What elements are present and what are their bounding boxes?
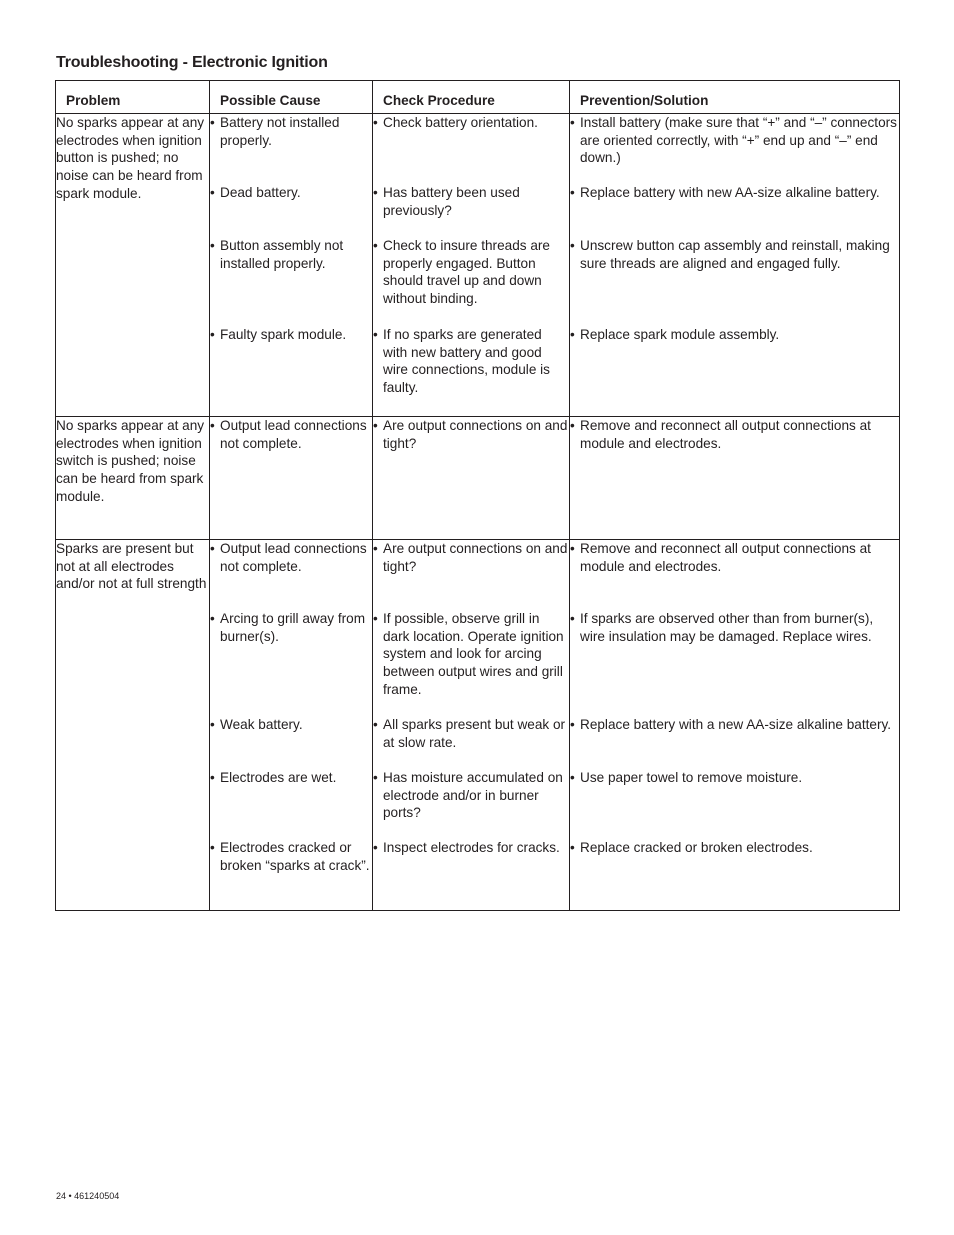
possible-cause-item <box>210 610 372 645</box>
prevention-solution-text: If sparks are observed other than from burner(s), wire insulation may be damaged. Replace wires. <box>580 611 874 644</box>
possible-cause-text: Battery not installed properly. <box>220 115 340 148</box>
bullet-icon: • <box>210 418 215 433</box>
possible-cause-item <box>210 769 372 787</box>
bullet-icon: • <box>373 611 378 626</box>
possible-cause-item <box>210 540 372 575</box>
possible-cause-cell <box>210 417 373 540</box>
problem-cell: No sparks appear at any electrodes when ignition button is pushed; no noise can be heard from spark module. <box>56 114 210 417</box>
prevention-solution-item <box>570 769 899 787</box>
table-row <box>56 114 900 417</box>
prevention-solution-item <box>570 326 899 344</box>
prevention-solution-item <box>570 114 899 167</box>
prevention-solution-item <box>570 716 899 734</box>
page-title: Troubleshooting - Electronic Ignition <box>56 54 328 71</box>
bullet-icon: • <box>210 840 215 855</box>
prevention-solution-item <box>570 540 899 575</box>
possible-cause-item <box>210 326 372 344</box>
prevention-solution-text: Install battery (make sure that “+” and “–” connectors are oriented correctly, with “+” end up and “–” end down.) <box>580 115 897 166</box>
possible-cause-text: Output lead connections not complete. <box>220 418 367 451</box>
prevention-solution-text: Unscrew button cap assembly and reinstall, making sure threads are aligned and engaged fully. <box>580 238 890 271</box>
check-procedure-item <box>373 114 569 132</box>
check-procedure-text: Check to insure threads are properly engaged. Button should travel up and down without binding. <box>383 238 550 307</box>
check-procedure-cell <box>373 540 570 911</box>
check-procedure-item <box>373 540 569 575</box>
bullet-icon: • <box>373 115 378 130</box>
bullet-icon: • <box>210 611 215 626</box>
possible-cause-text: Weak battery. <box>220 717 303 732</box>
prevention-solution-text: Use paper towel to remove moisture. <box>580 770 803 785</box>
bullet-icon: • <box>570 541 575 556</box>
check-procedure-item <box>373 610 569 699</box>
bullet-icon: • <box>570 840 575 855</box>
bullet-icon: • <box>210 770 215 785</box>
bullet-icon: • <box>373 418 378 433</box>
header-row <box>56 81 900 114</box>
possible-cause-cell <box>210 114 373 417</box>
prevention-solution-item <box>570 417 899 452</box>
bullet-icon: • <box>373 185 378 200</box>
possible-cause-text: Output lead connections not complete. <box>220 541 367 574</box>
check-procedure-text: If possible, observe grill in dark location. Operate ignition system and look for arcing between output wires and grill frame. <box>383 611 564 697</box>
bullet-icon: • <box>373 840 378 855</box>
possible-cause-text: Button assembly not installed properly. <box>220 238 344 271</box>
check-procedure-item <box>373 184 569 219</box>
bullet-icon: • <box>210 717 215 732</box>
header-check-procedure: Check Procedure <box>373 81 570 114</box>
bullet-icon: • <box>570 418 575 433</box>
prevention-solution-text: Replace spark module assembly. <box>580 327 780 342</box>
problem-cell: No sparks appear at any electrodes when ignition switch is pushed; noise can be heard from spark module. <box>56 417 210 540</box>
table-row <box>56 540 900 911</box>
check-procedure-item <box>373 417 569 452</box>
bullet-icon: • <box>570 185 575 200</box>
check-procedure-text: If no sparks are generated with new battery and good wire connections, module is faulty. <box>383 327 550 396</box>
check-procedure-text: Inspect electrodes for cracks. <box>383 840 560 855</box>
prevention-solution-text: Replace battery with a new AA-size alkaline battery. <box>580 717 892 732</box>
possible-cause-item <box>210 417 372 452</box>
troubleshooting-table <box>55 80 900 911</box>
possible-cause-text: Dead battery. <box>220 185 301 200</box>
prevention-solution-text: Replace cracked or broken electrodes. <box>580 840 813 855</box>
prevention-solution-text: Remove and reconnect all output connections at module and electrodes. <box>580 541 871 574</box>
check-procedure-text: Has moisture accumulated on electrode and/or in burner ports? <box>383 770 563 821</box>
check-procedure-item <box>373 839 569 857</box>
check-procedure-item <box>373 769 569 822</box>
prevention-solution-item <box>570 237 899 272</box>
header-prevention-solution: Prevention/Solution <box>570 81 900 114</box>
bullet-icon: • <box>570 327 575 342</box>
table-row <box>56 417 900 540</box>
bullet-icon: • <box>373 770 378 785</box>
bullet-icon: • <box>210 541 215 556</box>
prevention-solution-cell <box>570 417 900 540</box>
bullet-icon: • <box>373 541 378 556</box>
check-procedure-item <box>373 716 569 751</box>
possible-cause-item <box>210 237 372 272</box>
check-procedure-item <box>373 237 569 308</box>
bullet-icon: • <box>210 238 215 253</box>
check-procedure-text: All sparks present but weak or at slow rate. <box>383 717 566 750</box>
prevention-solution-text: Remove and reconnect all output connections at module and electrodes. <box>580 418 871 451</box>
prevention-solution-cell <box>570 114 900 417</box>
bullet-icon: • <box>570 770 575 785</box>
bullet-icon: • <box>210 185 215 200</box>
check-procedure-text: Are output connections on and tight? <box>383 418 568 451</box>
possible-cause-item <box>210 114 372 149</box>
header-problem: Problem <box>56 81 210 114</box>
bullet-icon: • <box>570 611 575 626</box>
prevention-solution-item <box>570 839 899 857</box>
bullet-icon: • <box>373 717 378 732</box>
possible-cause-text: Arcing to grill away from burner(s). <box>220 611 366 644</box>
possible-cause-text: Electrodes cracked or broken “sparks at crack”. <box>220 840 370 873</box>
prevention-solution-cell <box>570 540 900 911</box>
bullet-icon: • <box>373 327 378 342</box>
possible-cause-cell <box>210 540 373 911</box>
possible-cause-item <box>210 839 372 874</box>
bullet-icon: • <box>210 327 215 342</box>
check-procedure-text: Check battery orientation. <box>383 115 538 130</box>
check-procedure-text: Are output connections on and tight? <box>383 541 568 574</box>
check-procedure-cell <box>373 417 570 540</box>
check-procedure-text: Has battery been used previously? <box>383 185 520 218</box>
prevention-solution-item <box>570 610 899 645</box>
header-possible-cause: Possible Cause <box>210 81 373 114</box>
problem-cell: Sparks are present but not at all electrodes and/or not at full strength <box>56 540 210 911</box>
possible-cause-item <box>210 716 372 734</box>
bullet-icon: • <box>570 717 575 732</box>
bullet-icon: • <box>210 115 215 130</box>
possible-cause-text: Electrodes are wet. <box>220 770 337 785</box>
check-procedure-item <box>373 326 569 397</box>
bullet-icon: • <box>570 238 575 253</box>
bullet-icon: • <box>570 115 575 130</box>
prevention-solution-item <box>570 184 899 202</box>
check-procedure-cell <box>373 114 570 417</box>
possible-cause-text: Faulty spark module. <box>220 327 347 342</box>
page-footer: 24 • 461240504 <box>56 1191 120 1201</box>
bullet-icon: • <box>373 238 378 253</box>
prevention-solution-text: Replace battery with new AA-size alkaline battery. <box>580 185 880 200</box>
possible-cause-item <box>210 184 372 202</box>
